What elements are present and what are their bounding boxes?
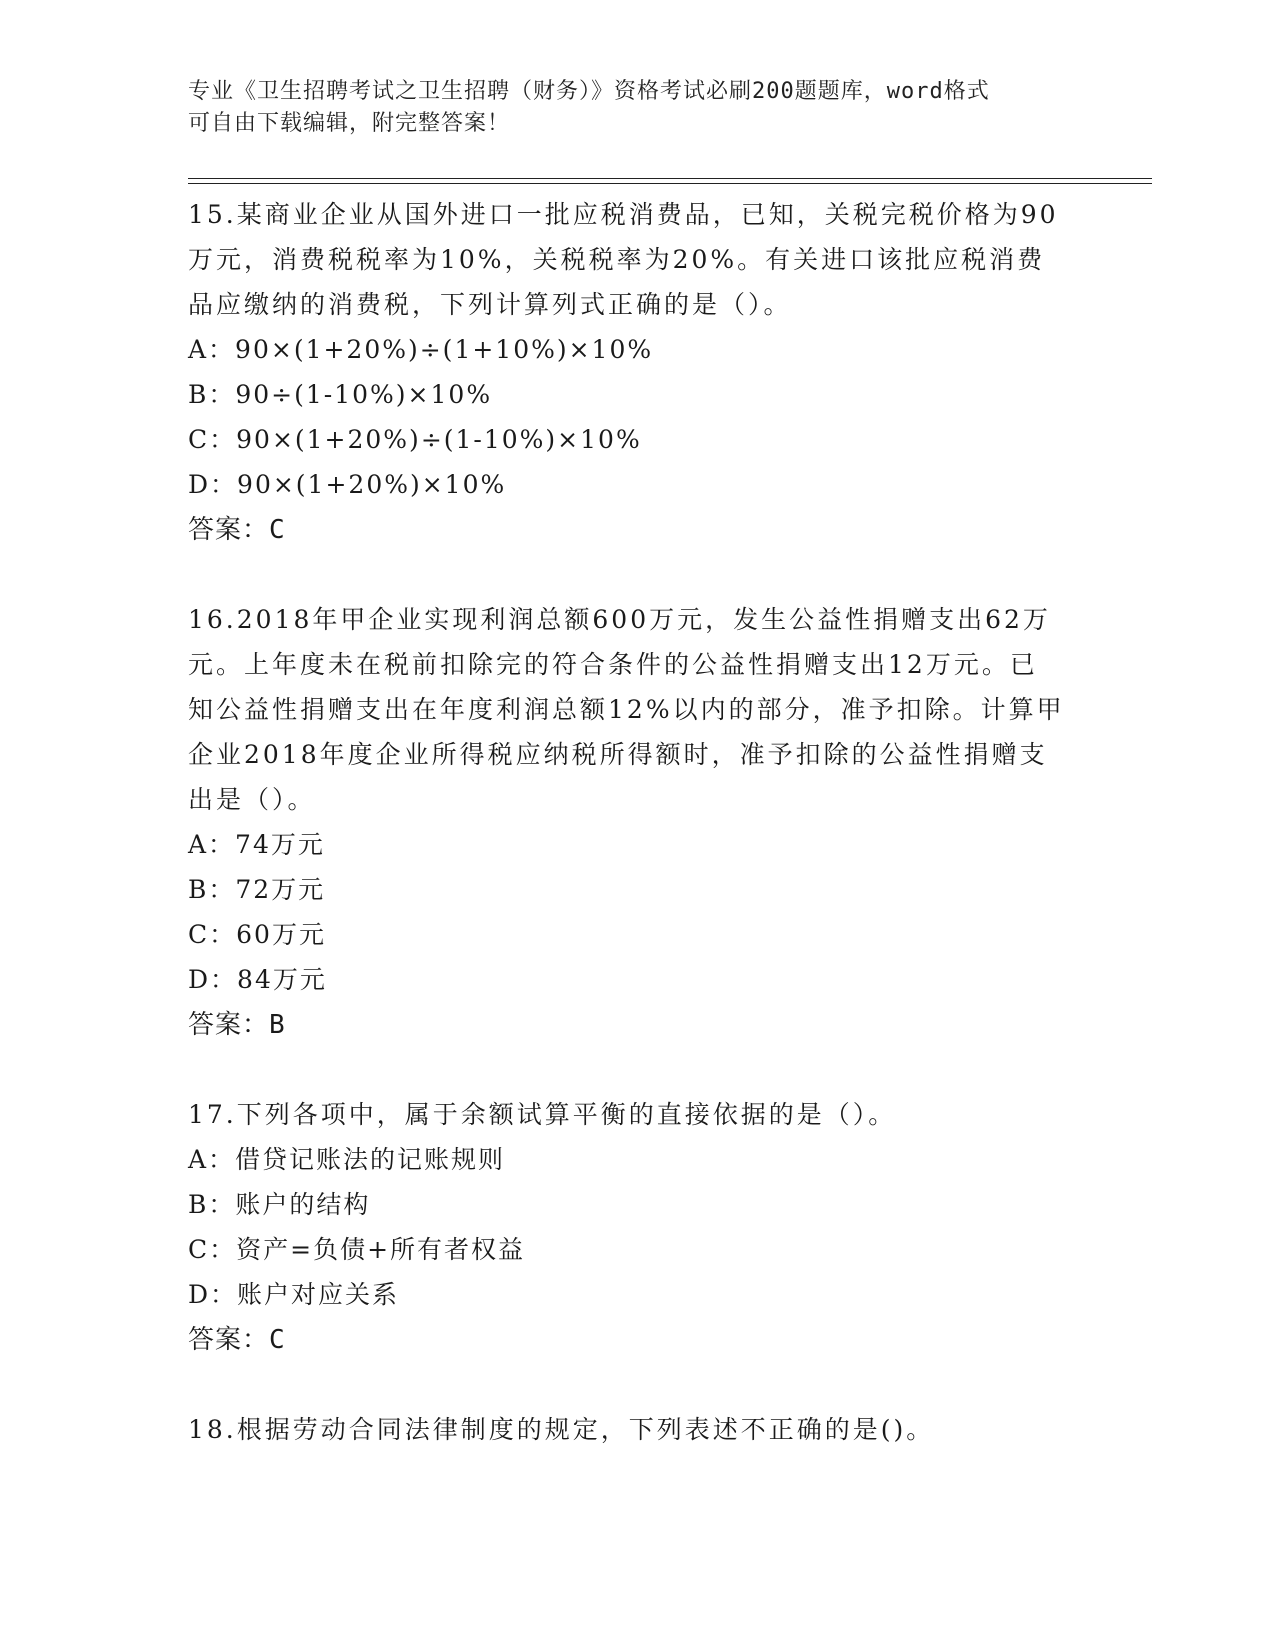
option-a: A：74万元 <box>188 830 325 859</box>
spacer <box>188 553 1088 597</box>
header-line-1: 专业《卫生招聘考试之卫生招聘（财务）》资格考试必刷200题题库，word格式 <box>188 79 990 104</box>
question-15 <box>188 192 1088 553</box>
option-b: B：72万元 <box>188 875 326 904</box>
question-text-line: 企业2018年度企业所得税应纳税所得额时，准予扣除的公益性捐赠支 <box>188 740 1048 769</box>
question-17 <box>188 1092 1088 1363</box>
header-line-2: 可自由下载编辑，附完整答案！ <box>188 111 511 136</box>
question-text-line: 出是（）。 <box>188 785 316 814</box>
spacer <box>188 1048 1088 1092</box>
option-a: A：90×(1+20%)÷(1+10%)×10% <box>188 335 654 364</box>
option-d: D：账户对应关系 <box>188 1280 400 1309</box>
question-text-line: 知公益性捐赠支出在年度利润总额12%以内的部分，准予扣除。计算甲 <box>188 695 1065 724</box>
question-text-line: 元。上年度未在税前扣除完的符合条件的公益性捐赠支出12万元。已 <box>188 650 1038 679</box>
option-c: C：90×(1+20%)÷(1-10%)×10% <box>188 425 642 454</box>
option-c: C：60万元 <box>188 920 326 949</box>
option-d: D：84万元 <box>188 965 327 994</box>
header-divider-bottom <box>188 183 1152 184</box>
question-list <box>188 192 1088 1452</box>
option-c: C：资产=负债+所有者权益 <box>188 1235 526 1264</box>
option-b: B：账户的结构 <box>188 1190 371 1219</box>
question-text-line: 17.下列各项中，属于余额试算平衡的直接依据的是（）。 <box>188 1100 897 1129</box>
option-d: D：90×(1+20%)×10% <box>188 470 507 499</box>
question-text-line: 品应缴纳的消费税，下列计算列式正确的是（）。 <box>188 290 792 319</box>
spacer <box>188 1363 1088 1407</box>
question-16 <box>188 597 1088 1048</box>
question-18 <box>188 1407 1088 1452</box>
answer-line: 答案：B <box>188 1010 286 1040</box>
question-text-line: 18.根据劳动合同法律制度的规定，下列表述不正确的是()。 <box>188 1415 935 1444</box>
answer-line: 答案：C <box>188 1325 286 1355</box>
option-b: B：90÷(1-10%)×10% <box>188 380 493 409</box>
question-text-line: 15.某商业企业从国外进口一批应税消费品，已知，关税完税价格为90 <box>188 200 1059 229</box>
document-header <box>188 76 1088 140</box>
question-text-line: 16.2018年甲企业实现利润总额600万元，发生公益性捐赠支出62万 <box>188 605 1051 634</box>
header-divider-top <box>188 178 1152 179</box>
answer-line: 答案：C <box>188 515 286 545</box>
question-text-line: 万元，消费税税率为10%，关税税率为20%。有关进口该批应税消费 <box>188 245 1046 274</box>
option-a: A：借贷记账法的记账规则 <box>188 1145 506 1174</box>
